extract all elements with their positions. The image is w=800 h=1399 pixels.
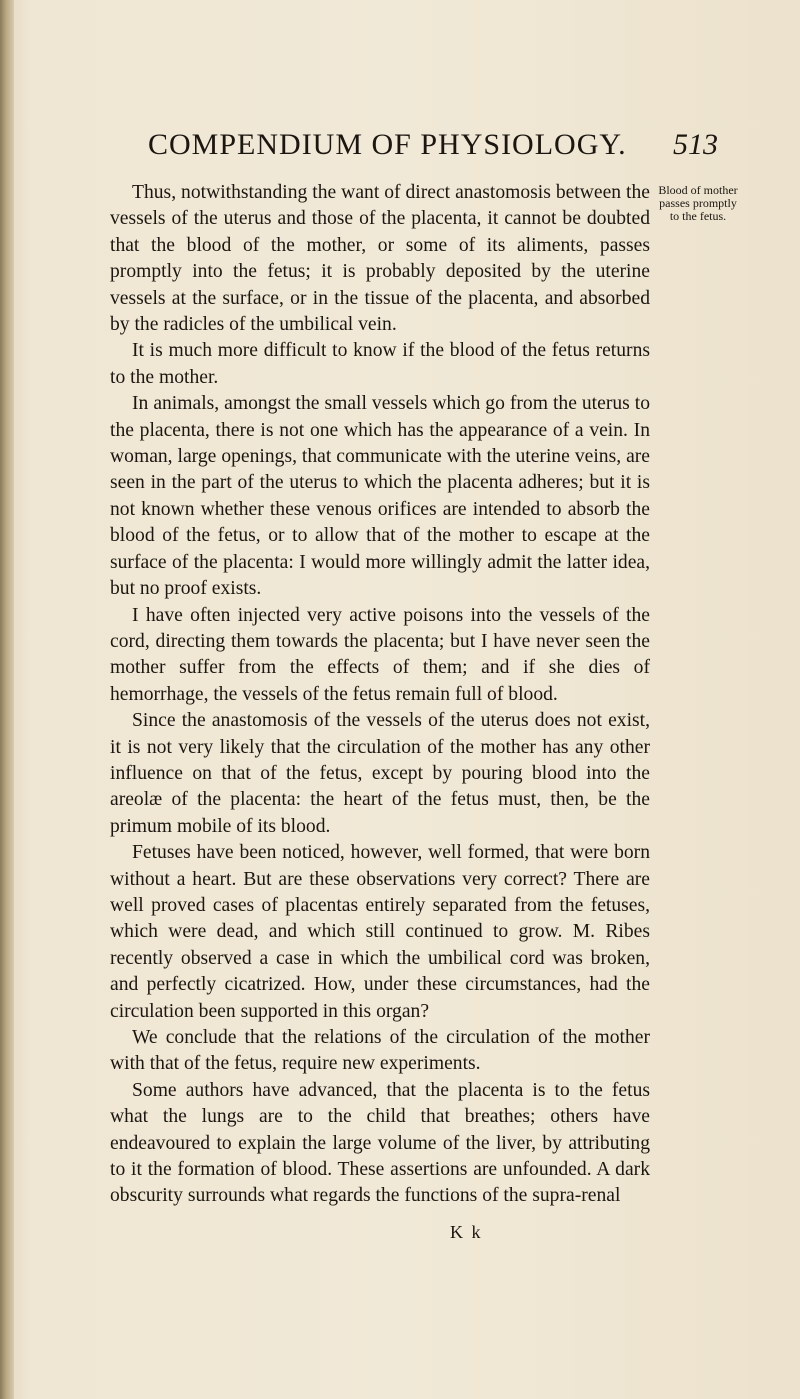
running-header (148, 128, 718, 168)
body-text (110, 180, 650, 1210)
paragraph: I have often injected very active poisons into the vessels of the cord, directing them towards the placenta; but I have never seen the mother suffer from the effects of them; and if she dies of hemorrhage, the vessels of the fetus remain full of blood. (110, 604, 650, 705)
paragraph: We conclude that the relations of the circulation of the mother with that of the fetus, require new experiments. (110, 1027, 650, 1075)
signature-mark: K k (450, 1222, 483, 1242)
margin-note: Blood of mother passes promptly to the fetus. (658, 183, 738, 223)
running-title: COMPENDIUM OF PHYSIOLOGY. (148, 128, 627, 161)
paragraph: It is much more difficult to know if the blood of the fetus returns to the mother. (110, 340, 650, 388)
page-number: 513 (673, 128, 718, 161)
paragraph: Since the anastomosis of the vessels of the uterus does not exist, it is not very likely that the circulation of the mother has any other influence on that of the fetus, except by pouring blood into the areolæ of the placenta: the heart of the fetus must, then, be the primum mobile of its blood. (110, 710, 650, 837)
paragraph: Fetuses have been noticed, however, well formed, that were born without a heart. But are these observations very correct? There are well proved cases of placentas entirely separated from the fetuses, which were dead, and which still continued to grow. M. Ribes recently observed a case in which the umbilical cord was broken, and perfectly cicatrized. How, under these circumstances, had the circulation been supported in this organ? (110, 842, 650, 1022)
paragraph: Thus, notwithstanding the want of direct anastomosis between the vessels of the uterus and those of the placenta, it cannot be doubted that the blood of the mother, or some of its aliments, passes promptly into the fetus; it is probably deposited by the uterine vessels at the surface, or in the tissue of the placenta, and absorbed by the radicles of the umbilical vein. (110, 182, 650, 336)
paragraph: Some authors have advanced, that the placenta is to the fetus what the lungs are to the child that breathes; others have endeavoured to explain the large volume of the liver, by attributing to it the formation of blood. These assertions are unfounded. A dark obscurity surrounds what regards the functions of the supra-renal (110, 1079, 650, 1207)
paragraph: In animals, amongst the small vessels which go from the uterus to the placenta, there is not one which has the appearance of a vein. In woman, large openings, that communicate with the uterine veins, are seen in the part of the uterus to which the placenta adheres; but it is not known whether these venous orifices are intended to absorb the blood of the fetus, or to allow that of the mother to escape at the surface of the placenta: I would more willingly admit the latter idea, but no proof exists. (110, 393, 650, 600)
binding-gutter (0, 0, 14, 1399)
